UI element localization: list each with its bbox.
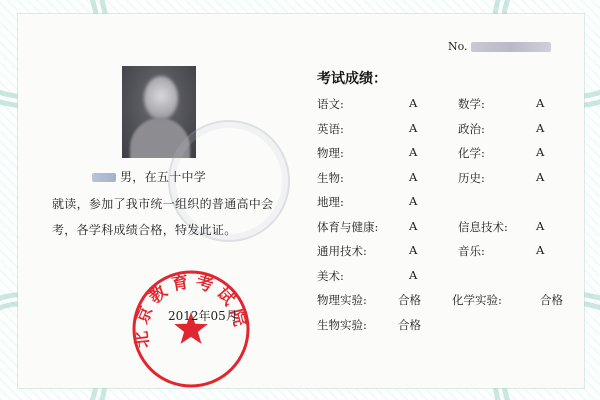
grade-value: A [536, 145, 545, 159]
grade-value: A [409, 96, 418, 110]
grade-value: A [536, 218, 545, 233]
grade-value: A [409, 145, 418, 159]
grade-value: A [409, 267, 418, 282]
grade-value: 合格 [398, 317, 421, 332]
grade-subject: 化学实验: [452, 293, 502, 307]
official-seal [130, 268, 252, 390]
photo-head [144, 76, 178, 120]
student-school-text: 男，在五十中学 [120, 170, 207, 184]
grade-subject: 数学: [458, 97, 485, 111]
grade-subject: 信息技术: [458, 219, 508, 234]
grade-subject: 化学: [458, 146, 485, 160]
grade-subject: 物理实验: [317, 293, 367, 307]
grade-value: 合格 [398, 293, 421, 307]
grade-value: A [409, 194, 418, 208]
redacted-number [471, 42, 551, 52]
grade-value: A [409, 169, 418, 184]
grade-subject: 历史: [458, 170, 485, 185]
grade-subject: 地理: [317, 195, 344, 209]
certificate-number [448, 40, 551, 53]
body-line-2: 就读，参加了我市统一组织的普通高中会 [52, 197, 274, 211]
grade-subject: 体育与健康: [317, 219, 379, 234]
grade-subject: 政治: [458, 121, 485, 136]
grade-value: A [409, 120, 418, 135]
grade-subject: 物理: [317, 146, 344, 160]
grade-value: A [536, 120, 545, 135]
grade-subject: 语文: [317, 97, 344, 111]
body-line-3: 考，各学科成绩合格，特发此证。 [52, 223, 237, 237]
grade-subject: 音乐: [458, 244, 485, 258]
issue-date: 2012年05月 [168, 309, 238, 323]
grade-value: A [536, 243, 545, 257]
number-label: No. [448, 40, 468, 53]
redacted-name [92, 173, 116, 182]
grade-subject: 生物: [317, 170, 344, 185]
grade-subject: 生物实验: [317, 317, 367, 332]
grade-value: A [409, 218, 418, 233]
grade-value: A [536, 169, 545, 184]
grade-value: 合格 [540, 293, 563, 307]
student-line [92, 168, 206, 185]
grade-subject: 英语: [317, 121, 344, 136]
grade-value: A [409, 243, 418, 257]
seal-text-path: 北京教育考试院 [131, 271, 251, 350]
grades-title: 考试成绩： [317, 71, 387, 87]
grade-value: A [536, 96, 545, 110]
grade-subject: 通用技术: [317, 244, 367, 258]
grade-subject: 美术: [317, 268, 344, 283]
